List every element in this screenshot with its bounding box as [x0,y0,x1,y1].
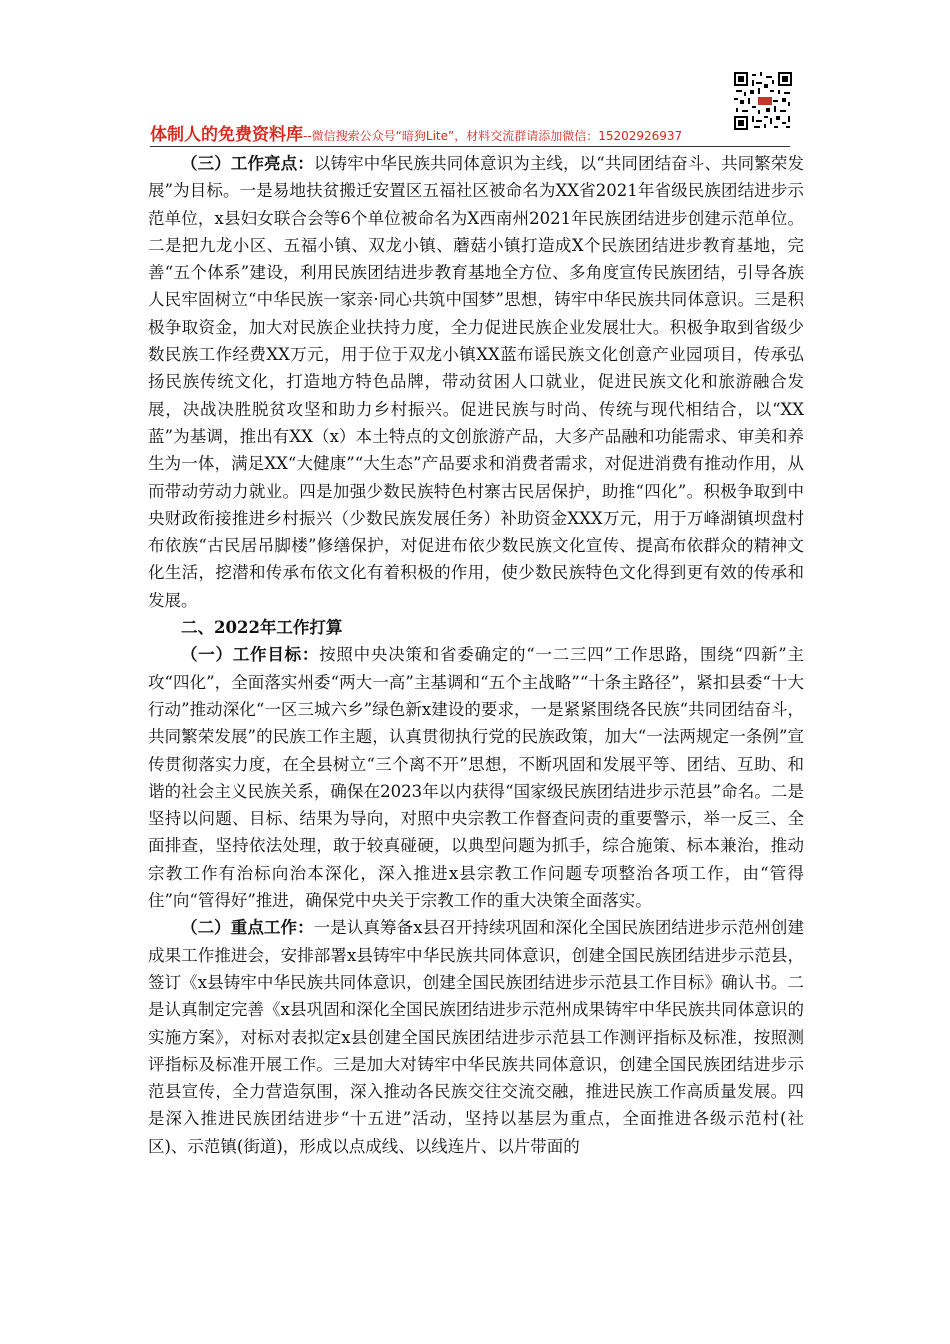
header-tagline: --微信搜索公众号“暗狗Lite”，材料交流群请添加微信：15202926937 [303,129,683,143]
paragraph-heading: （一）工作目标： [181,645,320,665]
paragraph-text: 按照中央决策和省委确定的“一二三四”工作思路，围绕“四新”主攻“四化”，全面落实州委“两大一高”主基调和“五个主战略”“十条主路径”，紧扣县委“十大行动”推动深化“一区三城六乡”绿色新x建设的要求，一是紧紧围绕各民族“共同团结奋斗，共同繁荣发展”的民族工作主题，认真贯彻执行党的民族政策，加大“一法两规定一条例”宣传贯彻落实力度，在全县树立“三个离不开”思想，不断巩固和发展平等、团结、互助、和谐的社会主义民族关系，确保在2023年以内获得“国家级民族团结进步示范县”命名。二是坚持以问题、目标、结果为导向，对照中央宗教工作督查问责的重要警示，举一反三、全面排查，坚持依法处理，敢于较真碰硬，以典型问题为抓手，综合施策、标本兼治，推动宗教工作有治标向治本深化，深入推进x县宗教工作问题专项整治各项工作，由“管得住”向“管得好”推进，确保党中央关于宗教工作的重大决策全面落实。 [148,645,804,911]
paragraph-heading: （三）工作亮点： [181,154,314,173]
paragraph-goals [148,641,804,914]
paragraph-heading: （二）重点工作： [181,918,314,938]
paragraph-text: 一是认真筹备x县召开持续巩固和深化全国民族团结进步示范州创建成果工作推进会，安排部署x县铸牢中华民族共同体意识，创建全国民族团结进步示范县，签订《x县铸牢中华民族共同体意识，创建全国民族团结进步示范县工作目标》确认书。二是认真制定完善《x县巩固和深化全国民族团结进步示范州成果铸牢中华民族共同体意识的实施方案》，对标对表拟定x县创建全国民族团结进步示范县工作测评指标及标准，按照测评指标及标准开展工作。三是加大对铸牢中华民族共同体意识，创建全国民族团结进步示范县宣传，全力营造氛围，深入推动各民族交往交流交融，推进民族工作高质量发展。四是深入推进民族团结进步“十五进”活动，坚持以基层为重点，全面推进各级示范村(社区)、示范镇(街道)，形成以点成线、以线连片、以片带面的 [148,918,805,1156]
page-header [150,120,790,146]
qr-logo-badge [757,96,773,106]
section-heading: 二、2022年工作打算 [181,618,343,638]
header-divider [150,146,790,147]
paragraph-text: 以铸牢中华民族共同体意识为主线，以“共同团结奋斗、共同繁荣发展”为目标。一是易地扶贫搬迁安置区五福社区被命名为XX省2021年省级民族团结进步示范单位，x县妇女联合会等6个单位被命名为X西南州2021年民族团结进步创建示范单位。二是把九龙小区、五福小镇、双龙小镇、蘑菇小镇打造成X个民族团结进步教育基地，完善“五个体系”建设，利用民族团结进步教育基地全方位、多角度宣传民族团结，引导各族人民牢固树立“中华民族一家亲·同心共筑中国梦”思想，铸牢中华民族共同体意识。三是积极争取资金，加大对民族企业扶持力度，全力促进民族企业发展壮大。积极争取到省级少数民族工作经费XX万元，用于位于双龙小镇XX蓝布谣民族文化创意产业园项目，传承弘扬民族传统文化，打造地方特色品牌，带动贫困人口就业，促进民族文化和旅游融合发展，决战决胜脱贫攻坚和助力乡村振兴。促进民族与时尚、传统与现代相结合，以“XX蓝”为基调，推出有XX（x）本土特点的文创旅游产品，大多产品融和功能需求、审美和养生为一体，满足XX“大健康”“大生态”产品要求和消费者需求，对促进消费有推动作用，从而带动劳动力就业。四是加强少数民族特色村寨古民居保护，助推“四化”。积极争取到中央财政衔接推进乡村振兴（少数民族发展任务）补助资金XXX万元，用于万峰湖镇坝盘村布依族“古民居吊脚楼”修缮保护，对促进布依少数民族文化宣传、提高布依群众的精神文化生活，挖潜和传承布依文化有着积极的作用，使少数民族特色文化得到更有效的传承和发展。 [148,154,805,610]
paragraph-key-work [148,914,804,1160]
brand-title: 体制人的免费资料库 [150,125,303,145]
paragraph-highlights [148,150,804,614]
document-body [148,150,804,1160]
